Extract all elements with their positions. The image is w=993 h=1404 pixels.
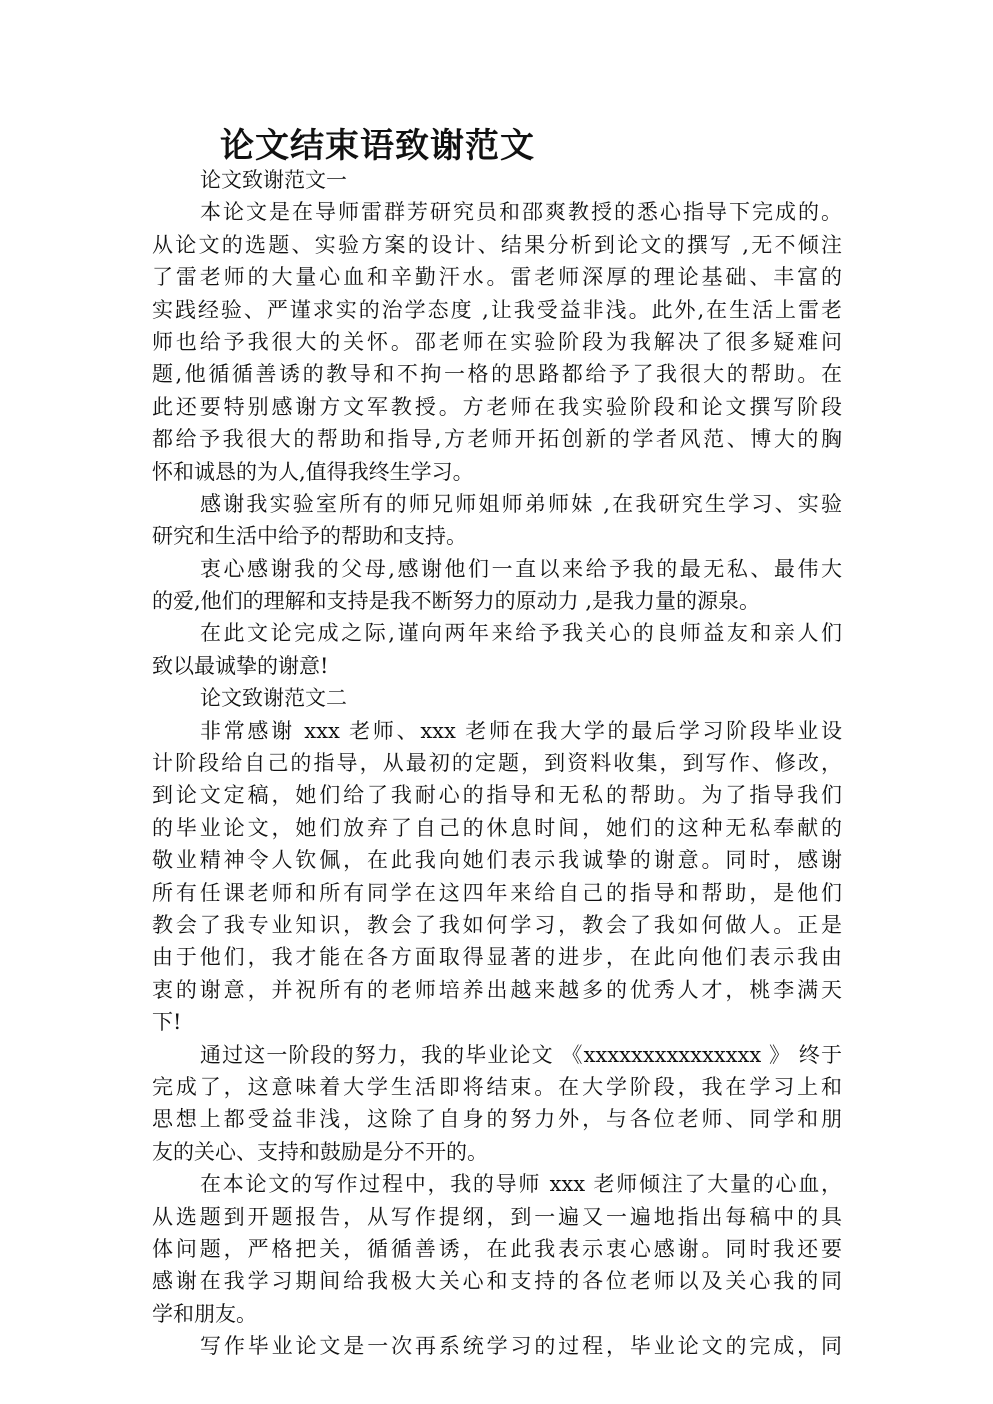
text-line: 计阶段给自己的指导，从最初的定题，到资料收集，到写作、修改， bbox=[152, 751, 842, 776]
page-title: 论文结束语致谢范文 bbox=[220, 126, 535, 166]
text-line: 从选题到开题报告，从写作提纲，到一遍又一遍地指出每稿中的具 bbox=[152, 1204, 842, 1229]
text-line: 由于他们，我才能在各方面取得显著的进步，在此向他们表示我由 bbox=[152, 945, 842, 970]
text-line: 在本论文的写作过程中，我的导师 xxx 老师倾注了大量的心血， bbox=[200, 1172, 842, 1197]
text-line: 衷的谢意，并祝所有的老师培养出越来越多的优秀人才，桃李满天 bbox=[152, 977, 842, 1002]
text-line: 通过这一阶段的努力，我的毕业论文 《xxxxxxxxxxxxxxx 》 终于 bbox=[200, 1042, 842, 1067]
text-line: 的爱,他们的理解和支持是我不断努力的原动力 ,是我力量的源泉。 bbox=[152, 589, 761, 614]
text-line: 从论文的选题、实验方案的设计、结果分析到论文的撰写 ,无不倾注 bbox=[152, 232, 842, 257]
text-line: 感谢我实验室所有的师兄师姐师弟师妹 ,在我研究生学习、实验 bbox=[200, 491, 842, 516]
text-line: 在此文论完成之际,谨向两年来给予我关心的良师益友和亲人们 bbox=[200, 621, 842, 646]
text-line: 实践经验、严谨求实的治学态度 ,让我受益非浅。此外,在生活上雷老 bbox=[152, 297, 842, 322]
text-line: 敬业精神令人钦佩，在此我向她们表示我诚挚的谢意。同时，感谢 bbox=[152, 848, 842, 873]
text-line: 教会了我专业知识，教会了我如何学习，教会了我如何做人。正是 bbox=[152, 912, 842, 937]
text-line: 到论文定稿，她们给了我耐心的指导和无私的帮助。为了指导我们 bbox=[152, 783, 842, 808]
text-line: 感谢在我学习期间给我极大关心和支持的各位老师以及关心我的同 bbox=[152, 1269, 842, 1294]
text-line: 友的关心、支持和鼓励是分不开的。 bbox=[152, 1139, 488, 1164]
text-line: 师也给予我很大的关怀。邵老师在实验阶段为我解决了很多疑难问 bbox=[152, 329, 842, 354]
text-line: 本论文是在导师雷群芳研究员和邵爽教授的悉心指导下完成的。 bbox=[200, 200, 842, 225]
text-line: 题,他循循善诱的教导和不拘一格的思路都给予了我很大的帮助。在 bbox=[152, 362, 842, 387]
text-line: 思想上都受益非浅，这除了自身的努力外，与各位老师、同学和朋 bbox=[152, 1107, 842, 1132]
text-line: 都给予我很大的帮助和指导,方老师开拓创新的学者风范、博大的胸 bbox=[152, 427, 842, 452]
text-line: 所有任课老师和所有同学在这四年来给自己的指导和帮助，是他们 bbox=[152, 880, 842, 905]
text-line: 了雷老师的大量心血和辛勤汗水。雷老师深厚的理论基础、丰富的 bbox=[152, 265, 842, 290]
text-line: 的毕业论文，她们放弃了自己的休息时间，她们的这种无私奉献的 bbox=[152, 815, 842, 840]
text-line: 研究和生活中给予的帮助和支持。 bbox=[152, 524, 467, 549]
document-body bbox=[152, 164, 842, 1362]
text-line: 非常感谢 xxx 老师、xxx 老师在我大学的最后学习阶段毕业设 bbox=[200, 718, 842, 743]
text-line: 致以最诚挚的谢意! bbox=[152, 653, 329, 678]
text-line: 论文致谢范文二 bbox=[200, 686, 347, 711]
text-line: 论文致谢范文一 bbox=[200, 168, 347, 192]
text-line: 写作毕业论文是一次再系统学习的过程，毕业论文的完成，同 bbox=[200, 1334, 842, 1359]
text-line: 怀和诚恳的为人,值得我终生学习。 bbox=[152, 459, 474, 484]
text-line: 体问题，严格把关，循循善诱，在此我表示衷心感谢。同时我还要 bbox=[152, 1236, 842, 1261]
text-line: 此还要特别感谢方文军教授。方老师在我实验阶段和论文撰写阶段 bbox=[152, 394, 842, 419]
text-line: 下! bbox=[152, 1010, 182, 1035]
text-line: 完成了，这意味着大学生活即将结束。在大学阶段，我在学习上和 bbox=[152, 1074, 842, 1099]
text-line: 衷心感谢我的父母,感谢他们一直以来给予我的最无私、最伟大 bbox=[200, 556, 842, 581]
text-line: 学和朋友。 bbox=[152, 1301, 257, 1326]
